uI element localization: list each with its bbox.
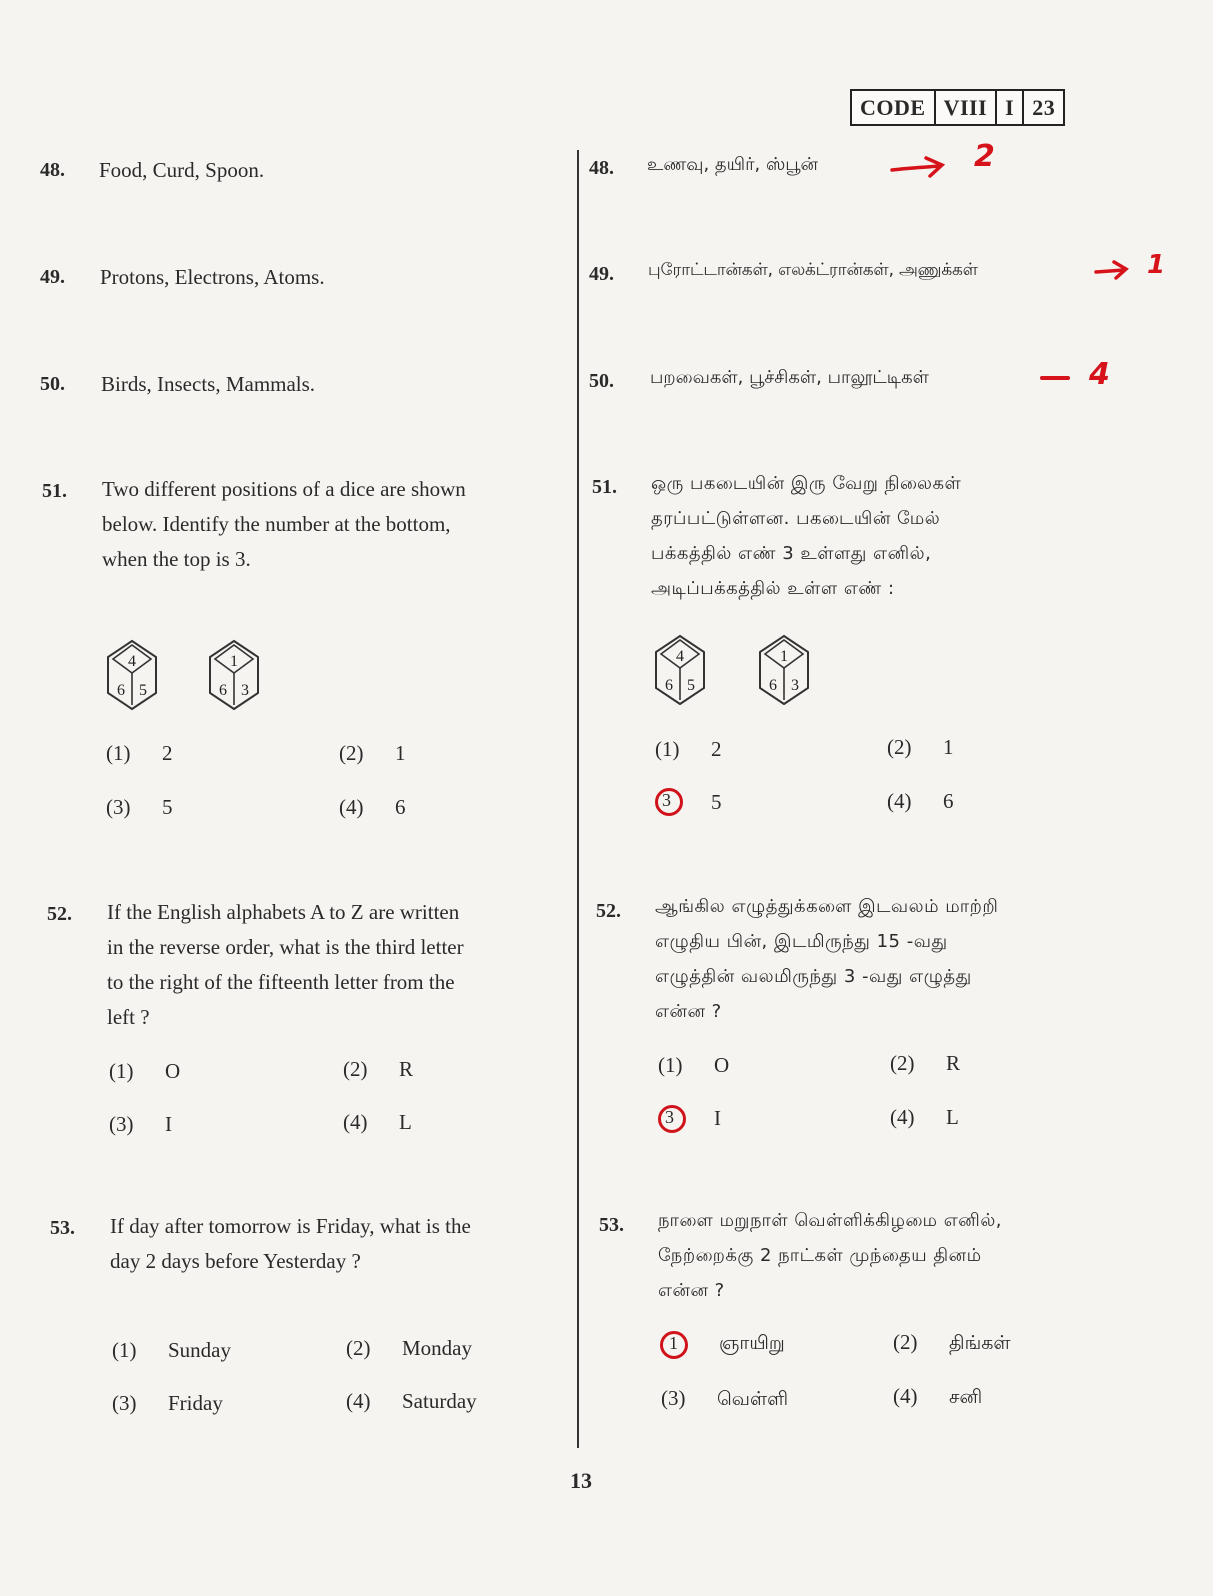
handwritten-arrow-icon — [888, 152, 948, 182]
q49-ta-text: புரோட்டான்கள், எலக்ட்ரான்கள், அணுக்கள் — [648, 260, 978, 280]
q51-text — [102, 472, 549, 577]
q50-number: 50. — [40, 373, 65, 395]
q53-ta-option-1-value: ஞாயிறு — [719, 1332, 785, 1354]
q52-ta-number: 52. — [596, 900, 621, 922]
q52-option-1: (1) O — [109, 1059, 181, 1083]
q48-text: Food, Curd, Spoon. — [99, 158, 265, 182]
handwritten-dash — [1040, 376, 1070, 380]
q53-ta-option-4: (4) சனி — [893, 1384, 983, 1408]
q52-ta-option-1: (1) O — [658, 1053, 730, 1077]
q51-ta-line: பக்கத்தில் எண் 3 உள்ளது எனில், — [651, 543, 932, 564]
dice-figure-ta-a — [652, 634, 708, 706]
q49-ta-number: 49. — [589, 263, 614, 285]
q49-text: Protons, Electrons, Atoms. — [100, 265, 325, 289]
dice-b-right: 3 — [241, 682, 249, 699]
q52-ta-option-4: (4) L — [890, 1105, 959, 1129]
dice-figure-a — [104, 639, 160, 711]
q52-ta-option-2: (2) R — [890, 1051, 961, 1075]
dice-ta-a-left: 6 — [665, 677, 673, 694]
q51-line: below. Identify the number at the bottom, — [102, 512, 451, 536]
q52-ta-option-3-label: 3 — [665, 1107, 674, 1127]
q51-line: when the top is 3. — [102, 547, 251, 571]
code-paper: I — [997, 91, 1024, 124]
dice-figure-ta-b — [756, 634, 812, 706]
dice-ta-b-left: 6 — [769, 677, 777, 694]
q51-number: 51. — [42, 480, 67, 502]
dice-ta-b-top: 1 — [780, 648, 788, 665]
q52-ta-option-3-value: I — [714, 1106, 721, 1130]
q51-option-4: (4) 6 — [339, 795, 406, 819]
handwritten-arrow-icon — [1094, 258, 1134, 282]
q52-ta-line: ஆங்கில எழுத்துக்களை இடவலம் மாற்றி — [655, 896, 999, 917]
code-label: CODE — [852, 91, 936, 124]
q48-number: 48. — [40, 159, 65, 181]
q52-ta-line: எழுத்தின் வலமிருந்து 3 -வது எழுத்து — [655, 966, 972, 987]
dice-b-top: 1 — [230, 653, 238, 670]
q52-line: If the English alphabets A to Z are written — [107, 900, 460, 924]
q51-ta-line: ஒரு பகடையின் இரு வேறு நிலைகள் — [651, 473, 962, 494]
dice-ta-a-top: 4 — [676, 648, 684, 665]
q50-text: Birds, Insects, Mammals. — [101, 372, 316, 396]
q51-ta-option-2: (2) 1 — [887, 735, 954, 759]
q53-ta-option-2: (2) திங்கள் — [893, 1330, 1011, 1354]
q53-ta-number: 53. — [599, 1214, 624, 1236]
q51-ta-line: தரப்பட்டுள்ளன. பகடையின் மேல் — [651, 508, 941, 529]
handwritten-answer-49: 1 — [1147, 250, 1166, 280]
dice-a-left: 6 — [117, 682, 125, 699]
q50-ta-text: பறவைகள், பூச்சிகள், பாலூட்டிகள் — [650, 367, 929, 388]
dice-b-left: 6 — [219, 682, 227, 699]
q53-ta-line: என்ன ? — [658, 1280, 725, 1301]
q51-ta-line: அடிப்பக்கத்தில் உள்ள எண் : — [651, 578, 895, 599]
q53-option-4: (4) Saturday — [346, 1389, 477, 1413]
q52-ta-line: எழுதிய பின், இடமிருந்து 15 -வது — [655, 931, 948, 952]
q52-ta-line: என்ன ? — [655, 1001, 722, 1022]
q51-option-3: (3) 5 — [106, 795, 173, 819]
code-class: VIII — [936, 91, 998, 124]
q51-ta-option-1: (1) 2 — [655, 737, 722, 761]
q53-text — [110, 1209, 554, 1279]
q51-option-2: (2) 1 — [339, 741, 406, 765]
handwritten-answer-50: 4 — [1089, 357, 1110, 392]
q53-ta-line: நாளை மறுநாள் வெள்ளிக்கிழமை எனில், — [658, 1210, 1003, 1231]
q52-option-4: (4) L — [343, 1110, 412, 1134]
dice-ta-b-right: 3 — [791, 677, 799, 694]
column-divider — [577, 150, 579, 1448]
q48-ta-number: 48. — [589, 157, 614, 179]
q52-ta-text — [655, 889, 1098, 1029]
q51-ta-option-3-label: 3 — [662, 790, 671, 810]
q52-option-3: (3) I — [109, 1112, 172, 1136]
q52-line: to the right of the fifteenth letter from the — [107, 970, 455, 994]
q48-ta-text: உணவு, தயிர், ஸ்பூன் — [647, 154, 818, 175]
dice-a-right: 5 — [139, 682, 147, 699]
q51-ta-text — [651, 466, 1095, 606]
q53-line: day 2 days before Yesterday ? — [110, 1249, 361, 1273]
handwritten-answer-48: 2 — [974, 139, 995, 174]
page-number: 13 — [570, 1468, 592, 1493]
dice-ta-a-right: 5 — [687, 677, 695, 694]
q53-ta-text — [658, 1203, 1102, 1308]
q51-line: Two different positions of a dice are shown — [102, 477, 466, 501]
q53-option-3: (3) Friday — [112, 1391, 223, 1415]
q53-number: 53. — [50, 1217, 75, 1239]
q53-ta-option-3: (3) வெள்ளி — [661, 1386, 789, 1410]
q51-ta-option-3-value: 5 — [711, 790, 722, 814]
q52-text — [107, 895, 551, 1035]
q51-ta-number: 51. — [592, 476, 617, 498]
code-box — [850, 89, 1065, 126]
q53-option-2: (2) Monday — [346, 1336, 472, 1360]
q52-line: in the reverse order, what is the third letter — [107, 935, 464, 959]
q49-number: 49. — [40, 266, 65, 288]
dice-figure-b — [206, 639, 262, 711]
q52-option-2: (2) R — [343, 1057, 414, 1081]
q53-line: If day after tomorrow is Friday, what is the — [110, 1214, 471, 1238]
q52-line: left ? — [107, 1005, 150, 1029]
q50-ta-number: 50. — [589, 370, 614, 392]
q51-ta-option-4: (4) 6 — [887, 789, 954, 813]
dice-a-top: 4 — [128, 653, 136, 670]
q53-ta-option-1-label: 1 — [669, 1333, 678, 1353]
code-year: 23 — [1032, 95, 1056, 120]
q51-option-1: (1) 2 — [106, 741, 173, 765]
q53-ta-line: நேற்றைக்கு 2 நாட்கள் முந்தைய தினம் — [658, 1245, 982, 1266]
q52-number: 52. — [47, 903, 72, 925]
q53-option-1: (1) Sunday — [112, 1338, 231, 1362]
